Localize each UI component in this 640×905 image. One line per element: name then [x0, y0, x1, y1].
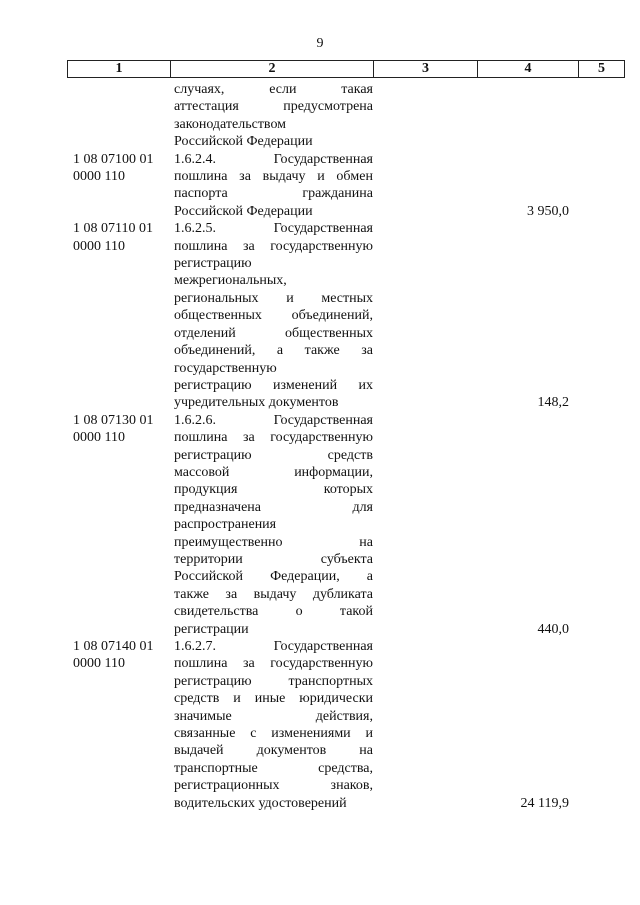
description-line: 1.6.2.6. Государственная: [174, 412, 373, 428]
col5-cell: [578, 412, 623, 638]
description-line: межрегиональных,: [174, 273, 287, 289]
header-col-2: 2: [171, 61, 374, 77]
amount-value: 3 950,0: [527, 203, 569, 219]
description-line: преимущественно на: [174, 534, 373, 550]
description-line: пошлина за государственную: [174, 656, 373, 672]
table-row: [67, 220, 625, 411]
page-number: 9: [316, 36, 324, 51]
amount: [477, 81, 578, 151]
budget-code: [67, 220, 170, 411]
description-line: отделений общественных: [174, 325, 373, 341]
description: [170, 638, 373, 812]
amount: [477, 638, 578, 812]
col5-cell: [578, 151, 623, 221]
description-line: пошлина за государственную: [174, 238, 373, 254]
amount: [477, 220, 578, 411]
amount-value: 24 119,9: [520, 795, 569, 811]
description-line: значимые действия,: [174, 708, 373, 724]
description-line: связанные с изменениями и: [174, 726, 373, 742]
description: [170, 151, 373, 221]
header-col-5: 5: [598, 61, 605, 76]
description-line: распространения: [174, 517, 277, 533]
budget-code-line: 0000 110: [73, 238, 125, 254]
description-line: паспорта гражданина: [174, 186, 373, 202]
col3-cell: [373, 220, 477, 411]
description-line: общественных объединений,: [174, 308, 373, 324]
budget-code: [67, 412, 170, 638]
description-line: учредительных документов: [174, 395, 339, 411]
description-line: Российской Федерации: [174, 134, 313, 150]
col3-cell: [373, 412, 477, 638]
description-line: пошлина за выдачу и обмен: [174, 169, 373, 185]
description-line: свидетельства о такой: [174, 604, 373, 620]
budget-code-line: 1 08 07110 01: [73, 221, 153, 237]
col3-cell: [373, 638, 477, 812]
description-line: аттестация предусмотрена: [174, 99, 373, 115]
budget-code-line: 1 08 07130 01: [73, 412, 154, 428]
description-line: государственную: [174, 360, 277, 376]
header-col-1: 1: [68, 61, 171, 77]
col3-cell: [373, 151, 477, 221]
header-col-3: 3: [374, 61, 478, 77]
description-line: Российской Федерации, а: [174, 569, 373, 585]
description: [170, 81, 373, 151]
description-line: 1.6.2.5. Государственная: [174, 221, 373, 237]
table-row: [67, 151, 625, 221]
description-line: также за выдачу дубликата: [174, 586, 373, 602]
description-line: регистрацию транспортных: [174, 673, 373, 689]
description: [170, 220, 373, 411]
description-line: предназначена для: [174, 499, 373, 515]
budget-code: [67, 151, 170, 221]
table-body: [67, 81, 625, 812]
budget-code-line: 0000 110: [73, 169, 125, 185]
description-line: 1.6.2.4. Государственная: [174, 151, 373, 167]
description-line: массовой информации,: [174, 464, 373, 480]
table-row: [67, 81, 625, 151]
description-line: средств и иные юридически: [174, 691, 373, 707]
description-line: случаях, если такая: [174, 82, 373, 97]
budget-code-line: 0000 110: [73, 430, 125, 446]
table-header: [67, 60, 625, 78]
description-line: пошлина за государственную: [174, 430, 373, 446]
description: [170, 412, 373, 638]
budget-code: [67, 638, 170, 812]
description-line: 1.6.2.7. Государственная: [174, 639, 373, 654]
col5-cell: [578, 638, 623, 812]
description-line: Российской Федерации: [174, 203, 313, 219]
description-line: законодательством: [174, 116, 287, 132]
col5-cell: [578, 220, 623, 411]
table-row: [67, 412, 625, 638]
description-line: территории субъекта: [174, 551, 373, 567]
description-line: транспортные средства,: [174, 760, 373, 776]
description-line: регистрации: [174, 621, 249, 637]
description-line: водительских удостоверений: [174, 795, 347, 811]
description-line: регистрацию: [174, 256, 252, 272]
col5-cell: [578, 81, 623, 151]
table-row: [67, 638, 625, 812]
col3-cell: [373, 81, 477, 151]
budget-code-line: 1 08 07100 01: [73, 151, 154, 167]
amount: [477, 151, 578, 221]
description-line: регистрацию средств: [174, 447, 373, 463]
description-line: выдачей документов на: [174, 743, 373, 759]
budget-code-line: 0000 110: [73, 656, 125, 672]
description-line: региональных и местных: [174, 290, 373, 306]
budget-code-line: 1 08 07140 01: [73, 639, 154, 654]
description-line: регистрацию изменений их: [174, 377, 373, 393]
description-line: объединений, а также за: [174, 343, 373, 359]
amount-value: 440,0: [537, 621, 569, 637]
header-col-4: 4: [478, 61, 579, 77]
description-line: регистрационных знаков,: [174, 778, 373, 794]
description-line: продукция которых: [174, 482, 373, 498]
budget-code: [67, 81, 170, 151]
amount: [477, 412, 578, 638]
amount-value: 148,2: [537, 395, 569, 411]
